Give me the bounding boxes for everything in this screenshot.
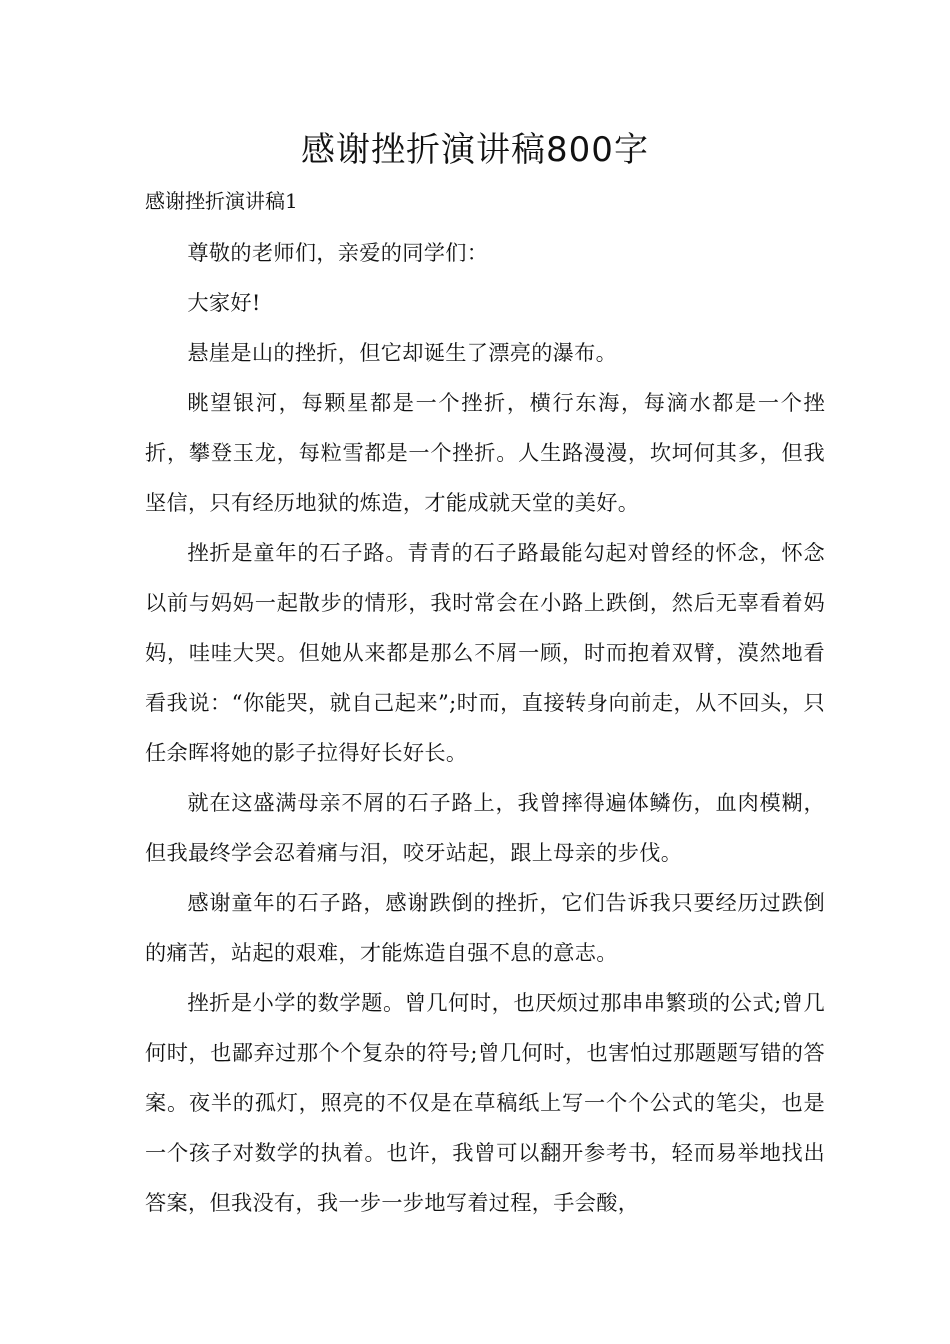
document-title: 感谢挫折演讲稿800字 (301, 130, 649, 170)
paragraph-galaxy: 眺望银河，每颗星都是一个挫折，横行东海，每滴水都是一个挫折，攀登玉龙，每粒雪都是一个挫折。人生路漫漫，坎坷何其多，但我坚信，只有经历地狱的炼造，才能成就天堂的美好。 (145, 390, 825, 515)
document-subtitle: 感谢挫折演讲稿1 (145, 189, 298, 213)
paragraph-thanks-path: 感谢童年的石子路，感谢跌倒的挫折，它们告诉我只要经历过跌倒的痛苦，站起的艰难，才能炼造自强不息的意志。 (145, 890, 825, 965)
paragraph-hello: 大家好! (187, 290, 261, 315)
paragraph-cliff: 悬崖是山的挫折，但它却诞生了漂亮的瀑布。 (187, 340, 618, 365)
paragraph-math: 挫折是小学的数学题。曾几何时，也厌烦过那串串繁琐的公式;曾几何时，也鄙弃过那个个复杂的符号;曾几何时，也害怕过那题题写错的答案。夜半的孤灯，照亮的不仅是在草稿纸上写一个个公式的笔尖，也是一个孩子对数学的执着。也许，我曾可以翻开参考书，轻而易举地找出答案，但我没有，我一步一步地写着过程，手会酸， (145, 990, 825, 1215)
document-body (145, 228, 825, 1228)
paragraph-childhood-path: 挫折是童年的石子路。青青的石子路最能勾起对曾经的怀念，怀念以前与妈妈一起散步的情形，我时常会在小路上跌倒，然后无辜看着妈妈，哇哇大哭。但她从来都是那么不屑一顾，时而抱着双臂，漠然地看看我说：“你能哭，就自己起来”;时而，直接转身向前走，从不回头，只任余晖将她的影子拉得好长好长。 (145, 540, 825, 765)
paragraph-mother-path: 就在这盛满母亲不屑的石子路上，我曾摔得遍体鳞伤，血肉模糊，但我最终学会忍着痛与泪，咬牙站起，跟上母亲的步伐。 (145, 790, 825, 865)
paragraph-greeting: 尊敬的老师们，亲爱的同学们： (187, 240, 489, 265)
